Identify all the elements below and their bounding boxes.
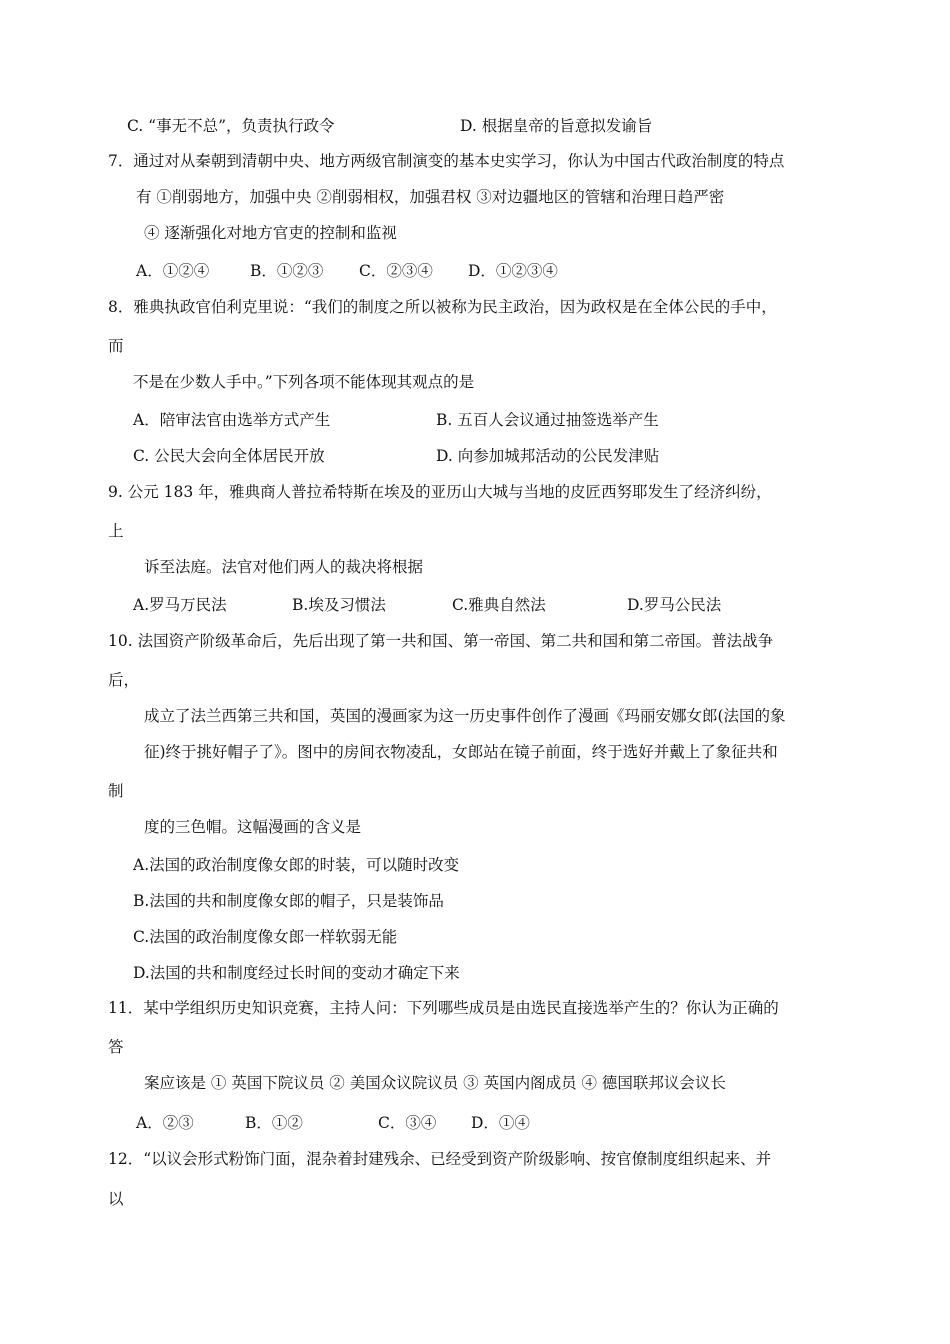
- q9-option-b: B.埃及习惯法: [292, 596, 386, 614]
- q8-stem-line-3: 不是在少数人手中。”下列各项不能体现其观点的是: [133, 373, 475, 391]
- q7-stem-line-3: ④ 逐渐强化对地方官吏的控制和监视: [144, 224, 397, 242]
- q10-stem-line-5: 制: [108, 782, 124, 800]
- q7-option-b: B．①②③: [250, 262, 324, 280]
- q11-stem-line-1: 11．某中学组织历史知识竞赛，主持人问：下列哪些成员是由选民直接选举产生的？你认为正确的: [108, 999, 779, 1017]
- q7-option-d: D．①②③④: [468, 262, 558, 280]
- q10-stem-line-2: 后，: [108, 671, 140, 689]
- q8-option-b: B. 五百人会议通过抽签选举产生: [436, 411, 659, 429]
- q11-stem-line-2: 答: [108, 1038, 124, 1056]
- q8-stem-line-1: 8．雅典执政官伯利克里说：“我们的制度之所以被称为民主政治，因为政权是在全体公民的手中，: [108, 298, 777, 316]
- q11-option-c: C．③④: [378, 1114, 437, 1132]
- q8-option-d: D. 向参加城邦活动的公民发津贴: [436, 447, 660, 465]
- q10-option-c: C.法国的政治制度像女郎一样软弱无能: [133, 928, 398, 946]
- q9-stem-line-3: 诉至法庭。法官对他们两人的裁决将根据: [144, 558, 424, 576]
- q11-option-b: B．①②: [245, 1114, 303, 1132]
- q10-stem-line-3: 成立了法兰西第三共和国，英国的漫画家为这一历史事件创作了漫画《玛丽安娜女郎(法国的象: [144, 707, 786, 725]
- q9-option-c: C.雅典自然法: [452, 596, 546, 614]
- q7-stem-line-2: 有 ①削弱地方，加强中央 ②削弱相权，加强君权 ③对边疆地区的管辖和治理日趋严密: [136, 188, 725, 206]
- q10-option-b: B.法国的共和制度像女郎的帽子，只是装饰品: [133, 892, 444, 910]
- q8-option-a: A．陪审法官由选举方式产生: [133, 411, 331, 429]
- q9-stem-line-2: 上: [108, 522, 124, 540]
- q6-option-d: D. 根据皇帝的旨意拟发谕旨: [460, 117, 653, 135]
- q10-stem-line-1: 10. 法国资产阶级革命后，先后出现了第一共和国、第一帝国、第二共和国和第二帝国。普法战争: [108, 632, 774, 650]
- q10-option-d: D.法国的共和制度经过长时间的变动才确定下来: [133, 964, 460, 982]
- q8-stem-line-2: 而: [108, 337, 124, 355]
- q11-stem-line-3: 案应该是 ① 英国下院议员 ② 美国众议院议员 ③ 英国内阁成员 ④ 德国联邦议会议长: [144, 1074, 726, 1092]
- q11-option-d: D．①④: [471, 1114, 530, 1132]
- q9-option-d: D.罗马公民法: [627, 596, 722, 614]
- q9-option-a: A.罗马万民法: [133, 596, 227, 614]
- q7-option-a: A．①②④: [136, 262, 210, 280]
- q10-stem-line-4: 征)终于挑好帽子了》。图中的房间衣物凌乱，女郎站在镜子前面，终于选好并戴上了象征共和: [144, 743, 778, 761]
- q7-stem-line-1: 7．通过对从秦朝到清朝中央、地方两级官制演变的基本史实学习，你认为中国古代政治制度的特点: [108, 152, 785, 170]
- q6-option-c: C. “事无不总”，负责执行政令: [127, 117, 335, 135]
- q10-stem-line-6: 度的三色帽。这幅漫画的含义是: [144, 818, 362, 836]
- q9-stem-line-1: 9. 公元 183 年，雅典商人普拉希特斯在埃及的亚历山大城与当地的皮匠西努耶发生了经济纠纷，: [108, 483, 772, 501]
- q10-option-a: A.法国的政治制度像女郎的时装，可以随时改变: [133, 856, 460, 874]
- q12-stem-line-1: 12．“以议会形式粉饰门面，混杂着封建残余、已经受到资产阶级影响、按官僚制度组织起来、并: [108, 1150, 772, 1168]
- q12-stem-line-2: 以: [108, 1190, 124, 1208]
- q11-option-a: A．②③: [136, 1114, 194, 1132]
- q7-option-c: C．②③④: [359, 262, 433, 280]
- q8-option-c: C. 公民大会向全体居民开放: [133, 447, 325, 465]
